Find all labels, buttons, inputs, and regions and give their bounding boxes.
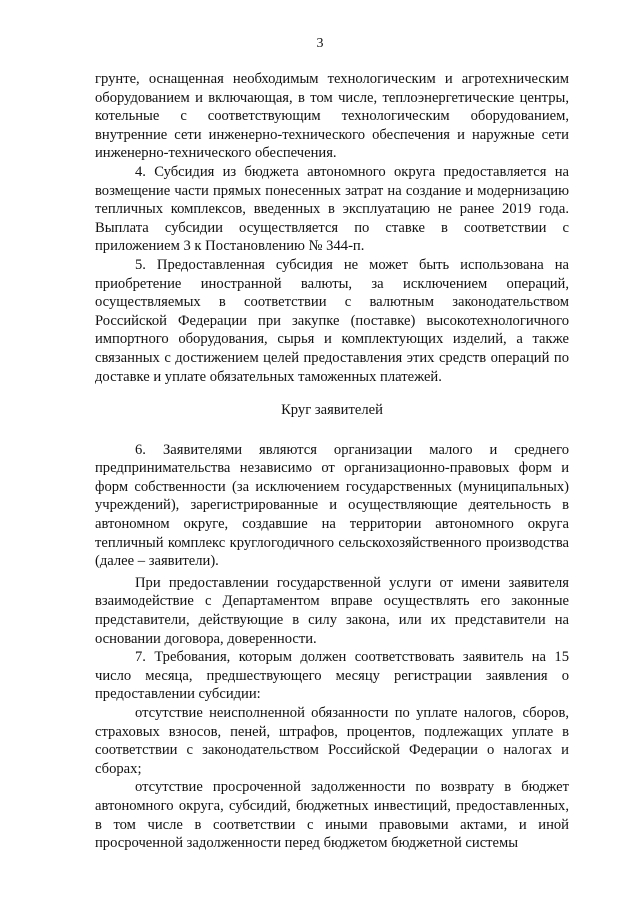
requirement-no-tax-debt: отсутствие неисполненной обязанности по уплате налогов, сборов, страховых взносов, пеней, штрафов, процентов, подлежащих уплате в соответствии с законодательством Российской Федерации о налогах и сборах; (95, 705, 569, 777)
section-heading: Круг заявителей (281, 402, 383, 419)
paragraph-5: 5. Предоставленная субсидия не может быть использована на приобретение иностранной валюты, за исключением операций, осуществляемых в соответствии с валютным законодательством Российской Федерации при закупке (поставке) высокотехнологичного импортного оборудования, сырья и комплектующих изделий, а также связанных с достижением целей предоставления этих средств операций по доставке и уплате обязательных таможенных платежей. (95, 256, 569, 385)
requirement-no-overdue-debt: отсутствие просроченной задолженности по возврату в бюджет автономного округа, субсидий, бюджетных инвестиций, предоставленных, в том числе в соответствии с иными правовыми актами, и иной просроченной задолженности перед бюджетом бюджетной системы (95, 779, 569, 852)
paragraph-7: 7. Требования, которым должен соответствовать заявитель на 15 число месяца, предшествующего месяцу регистрации заявления о предоставлении субсидии: (95, 649, 569, 703)
paragraph-representatives: При предоставлении государственной услуги от имени заявителя взаимодействие с Департаментом вправе осуществлять его законные представители, действующие в силу закона, или их представители на основании договора, доверенности. (95, 574, 569, 647)
document-body (95, 70, 569, 853)
page-number: 3 (316, 36, 324, 51)
paragraph-continuation: грунте, оснащенная необходимым технологическим и агротехническим оборудованием и включающая, в том числе, теплоэнергетические центры, котельные с соответствующим технологическим оборудованием, внутренние сети инженерно-технического обеспечения и наружные сети инженерно-технического обеспечения. (95, 71, 569, 162)
paragraph-4: 4. Субсидия из бюджета автономного округа предоставляется на возмещение части прямых понесенных затрат на создание и модернизацию тепличных комплексов, введенных в эксплуатацию не ранее 2019 года. Выплата субсидии осуществляется по ставке в соответствии с приложением 3 к Постановлению № 344-п. (95, 163, 569, 255)
paragraph-6: 6. Заявителями являются организации малого и среднего предпринимательства независимо от организационно-правовых форм и форм собственности (за исключением государственных (муниципальных) учреждений), зарегистрированные и осуществляющие деятельность в автономном округе, создавшие на территории автономного округа тепличный комплекс круглогодичного сельскохозяйственного производства (далее – заявители). (95, 441, 569, 570)
